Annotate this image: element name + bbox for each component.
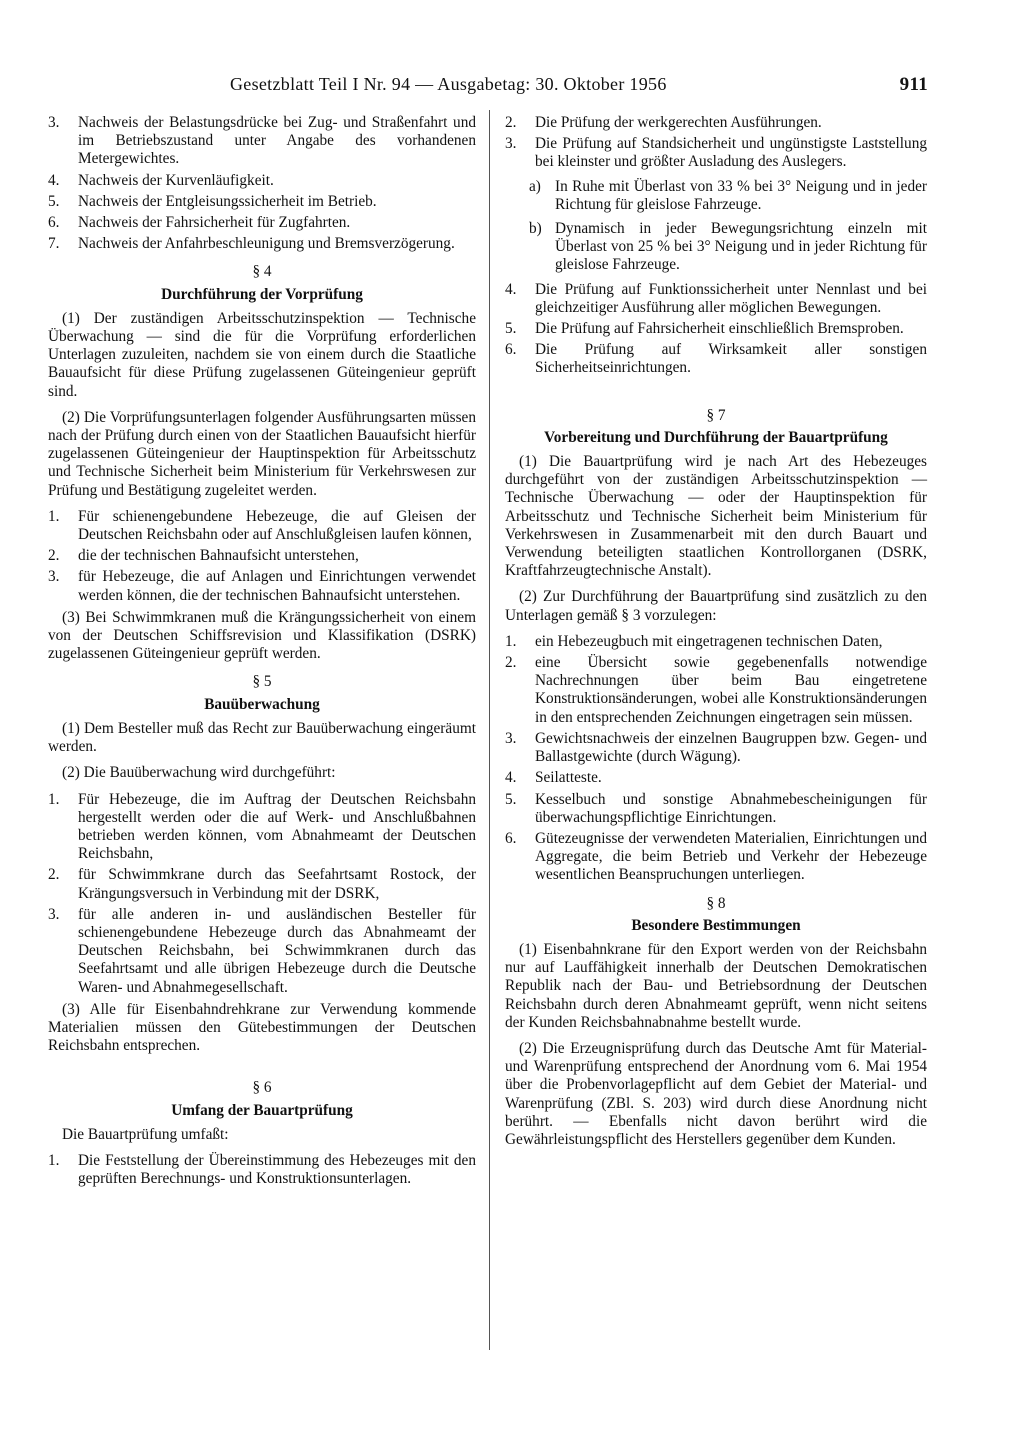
list-item: 2. eine Übersicht sowie gegebenenfalls notwendige Nachrechnungen über beim Bau eingetretene Konstruktionsänderungen, wobei alle Konstruktionsänderungen in den entsprechenden Zeichnungen eingetragen sein müssen. bbox=[505, 654, 927, 726]
paragraph: (1) Eisenbahnkrane für den Export werden von der Reichsbahn nur auf Lauffähigkeit innerhalb der Deutschen Demokratischen Republik nach der Bau- und Betriebsordnung der Deutschen Reichsbahn durch deren Abnahmeamt geprüft, wenn nicht seitens der Kunden Reichsbahnabnahme bestellt wurde. bbox=[505, 940, 927, 1031]
list-item: 1. Die Feststellung der Übereinstimmung des Hebezeuges mit den geprüften Berechnungs- und Konstruktionsunterlagen. bbox=[48, 1151, 476, 1188]
page-header bbox=[62, 74, 928, 100]
list-item: 3. für alle anderen in- und ausländischen Besteller für schienengebundene Hebezeuge durch das Abnahmeamt der Deutschen Reichsbahn, bei Schwimmkranen durch das Seefahrtsamt und alle übrigen Hebezeuge durch die Deutsche Waren- und Abnahmegesellschaft. bbox=[48, 905, 476, 996]
list-item: 2. die der technischen Bahnaufsicht unterstehen, bbox=[48, 547, 359, 565]
list-item: 3. Gewichtsnachweis der einzelnen Baugruppen bzw. Gegen- und Ballastgewichte (durch Wägung). bbox=[505, 729, 927, 766]
list-item: 6. Gütezeugnisse der verwendeten Materialien, Einrichtungen und Aggregate, die beim Betrieb und Verkehr der Hebezeuge wesentlichen Beanspruchungen unterliegen. bbox=[505, 829, 927, 884]
paragraph: (1) Der zuständigen Arbeitsschutzinspektion — Technische Überwachung — sind die für die Vorprüfung erforderlichen Unterlagen zuzuleiten, nachdem sie von einem durch die Staatliche Bauaufsicht für diese Prüfung zugelassenen Güteingenieur geprüft sind. bbox=[48, 309, 476, 400]
paragraph: (2) Die Bauüberwachung wird durchgeführt: bbox=[62, 764, 336, 782]
section-number: § 6 bbox=[252, 1079, 272, 1097]
paragraph: (3) Alle für Eisenbahndrehkrane zur Verwendung kommende Materialien müssen den Gütebestimmungen der Deutschen Reichsbahn entsprechen. bbox=[48, 1000, 476, 1055]
sub-list-item: a) In Ruhe mit Überlast von 33 % bei 3° Neigung und in jeder Richtung für gleislose Fahrzeuge. bbox=[529, 177, 927, 213]
list-item: 3. Die Prüfung auf Standsicherheit und ungünstigste Laststellung bei kleinster und größter Ausladung des Auslegers. bbox=[505, 135, 927, 171]
paragraph: (1) Dem Besteller muß das Recht zur Bauüberwachung eingeräumt werden. bbox=[48, 719, 476, 756]
section-number: § 4 bbox=[252, 263, 272, 281]
paragraph: Die Bauartprüfung umfaßt: bbox=[62, 1125, 229, 1143]
list-item: 2. für Schwimmkrane durch das Seefahrtsamt Rostock, der Krängungsversuch in Verbindung mit der DSRK, bbox=[48, 866, 476, 902]
list-item: 7. Nachweis der Anfahrbeschleunigung und Bremsverzögerung. bbox=[48, 235, 455, 253]
list-item: 5. Die Prüfung auf Fahrsicherheit einschließlich Bremsproben. bbox=[505, 320, 904, 338]
list-item: 3. für Hebezeuge, die auf Anlagen und Einrichtungen verwendet werden können, die der technischen Bahnaufsicht unterstehen. bbox=[48, 568, 476, 604]
section-heading: Vorbereitung und Durchführung der Bauartprüfung bbox=[544, 428, 888, 446]
list-item: 1. ein Hebezeugbuch mit eingetragenen technischen Daten, bbox=[505, 632, 883, 650]
list-item: 6. Nachweis der Fahrsicherheit für Zugfahrten. bbox=[48, 214, 351, 232]
column-divider bbox=[489, 110, 490, 1350]
list-item: 2. Die Prüfung der werkgerechten Ausführungen. bbox=[505, 114, 822, 131]
section-heading: Besondere Bestimmungen bbox=[631, 916, 801, 934]
section-heading: Umfang der Bauartprüfung bbox=[171, 1101, 353, 1119]
paragraph: (2) Die Vorprüfungsunterlagen folgender Ausführungsarten müssen nach der Prüfung durch einen von der Staatlichen Bauaufsicht hierfür zugelassenen Güteingenieur der Hauptinspektion für Arbeitsschutz und Technische Sicherheit beim Ministerium für Verkehrswesen zur Prüfung und Bestätigung zugeleitet werden. bbox=[48, 408, 476, 499]
section-number: § 8 bbox=[706, 894, 726, 912]
paragraph: (3) Bei Schwimmkranen muß die Krängungssicherheit von einem von der Deutschen Schiffsrevision und Klassifikation (DSRK) zugelassenen Güteingenieur geprüft werden. bbox=[48, 608, 476, 663]
section-heading: Durchführung der Vorprüfung bbox=[161, 285, 363, 303]
page-number: 911 bbox=[899, 74, 928, 95]
paragraph: (2) Zur Durchführung der Bauartprüfung sind zusätzlich zu den Unterlagen gemäß § 3 vorzulegen: bbox=[505, 588, 927, 624]
list-item: 4. Die Prüfung auf Funktionssicherheit unter Nennlast und bei gleichzeitiger Ausführung aller möglichen Bewegungen. bbox=[505, 280, 927, 316]
list-item: 5. Nachweis der Entgleisungssicherheit im Betrieb. bbox=[48, 192, 377, 210]
paragraph: (1) Die Bauartprüfung wird je nach Art des Hebezeuges durchgeführt von der zuständigen Arbeitsschutzinspektion — Technische Überwachung — oder der Hauptinspektion für Arbeitsschutz und Technische Sicherheit beim Ministerium für Verkehrswesen in Zusammenarbeit mit den durch Bauart und Verwendung beteiligten staatlichen Kontrollorganen (DSRK, Kraftfahrzeugtechnische Anstalt). bbox=[505, 453, 927, 580]
list-item: 1. Für schienengebundene Hebezeuge, die auf Gleisen der Deutschen Reichsbahn oder auf Anschlußgleisen laufen können, bbox=[48, 507, 476, 544]
list-item: 5. Kesselbuch und sonstige Abnahmebescheinigungen für überwachungspflichtige Einrichtungen. bbox=[505, 790, 927, 826]
section-number: § 7 bbox=[706, 406, 726, 424]
sub-list-item: b) Dynamisch in jeder Bewegungsrichtung einzeln mit Überlast von 25 % bei 3° Neigung und in jeder Richtung für gleislose Fahrzeuge. bbox=[529, 220, 927, 274]
right-column bbox=[505, 114, 927, 1157]
left-column bbox=[48, 114, 476, 1191]
section-heading: Bauüberwachung bbox=[204, 695, 320, 713]
paragraph: (2) Die Erzeugnisprüfung durch das Deutsche Amt für Material- und Warenprüfung entsprechend der Anordnung vom 6. Mai 1954 über die Probenvorlagepflicht auf dem Gebiet der Material- und Warenprüfung (ZBl. S. 203) wird durch diese Anordnung nicht berührt. — Ebenfalls nicht davon berührt wird die Gewährleistungspflicht des Herstellers gegenüber dem Kunden. bbox=[505, 1039, 927, 1148]
list-item: 3. Nachweis der Belastungsdrücke bei Zug- und Straßenfahrt und im Betriebszustand unter Angabe des vorhandenen Metergewichtes. bbox=[48, 114, 476, 168]
list-item: 4. Nachweis der Kurvenläufigkeit. bbox=[48, 171, 274, 189]
list-item: 6. Die Prüfung auf Wirksamkeit aller sonstigen Sicherheitseinrichtungen. bbox=[505, 341, 927, 377]
header-title: Gesetzblatt Teil I Nr. 94 — Ausgabetag: 30. Oktober 1956 bbox=[230, 74, 667, 94]
list-item: 1. Für Hebezeuge, die im Auftrag der Deutschen Reichsbahn hergestellt werden oder die auf Werk- und Anschlußbahnen betrieben werden können, vom Abnahmeamt der Deutschen Reichsbahn, bbox=[48, 790, 476, 863]
list-item: 4. Seilatteste. bbox=[505, 769, 602, 787]
section-number: § 5 bbox=[252, 673, 272, 691]
